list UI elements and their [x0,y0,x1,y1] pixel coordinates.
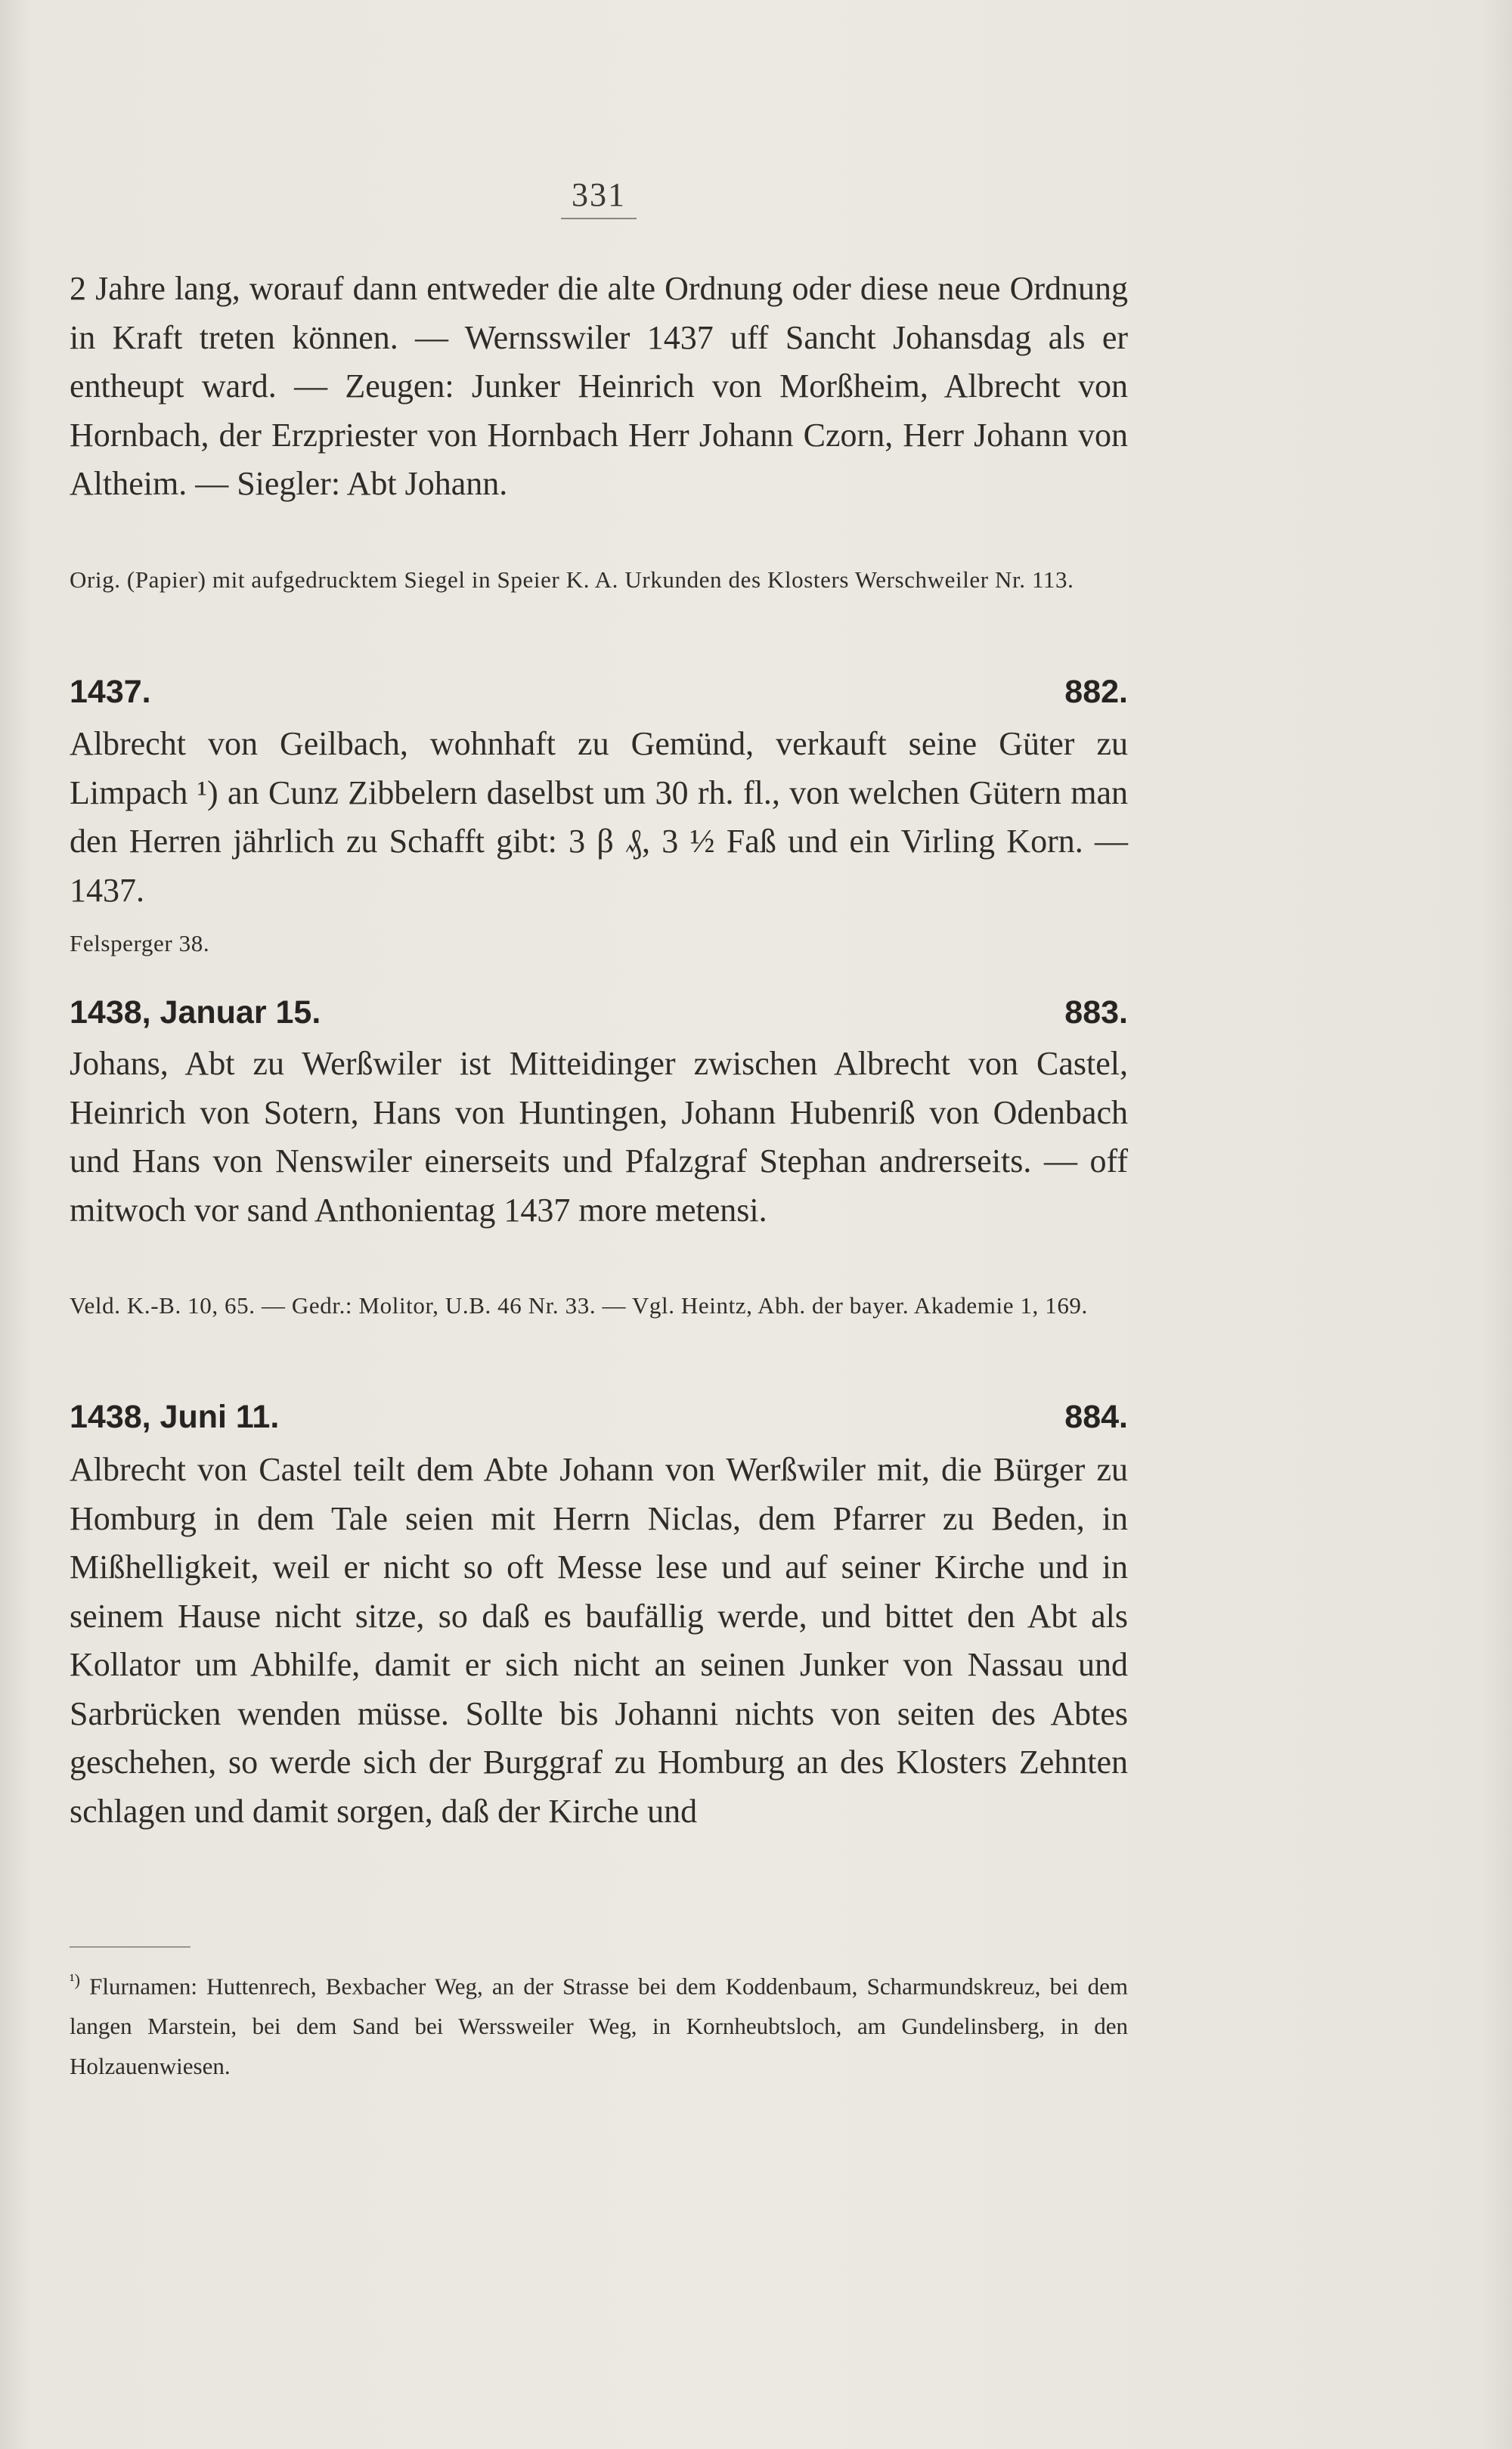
page-number-rule [561,218,637,219]
entry-body [70,1446,1128,1836]
entry-heading [70,1399,1128,1436]
entry-source [70,927,1128,960]
entry-body [70,720,1128,915]
source-note: Orig. (Papier) mit aufgedrucktem Siegel in Speier K. A. Urkunden des Klosters Werschweiler Nr. 113. [70,566,1074,593]
entry-heading [70,994,1128,1031]
footnote-text [70,1960,1128,2086]
source-note: Felsperger 38. [70,930,210,956]
entry-continued [70,265,1128,509]
entry-date: 1438, Juni 11. [70,1399,280,1435]
entry-source [70,1289,1128,1322]
entry-text: Albrecht von Geilbach, wohnhaft zu Gemünd, verkauft seine Güter zu Limpach ¹) an Cunz Zibbelern daselbst um 30 rh. fl., von welchen Gütern man den Herren jährlich zu Schafft gibt: 3 β ₰, 3 ½ Faß und ein Virling Korn. — 1437. [70,725,1128,909]
entry-text: Albrecht von Castel teilt dem Abte Johann von Werßwiler mit, die Bürger zu Homburg in dem Tale seien mit Herrn Niclas, dem Pfarrer zu Beden, in Mißhelligkeit, weil er nicht so oft Messe lese und auf seiner Kirche und in seinem Hause nicht sitze, so daß es baufällig werde, und bittet den Abt als Kollator um Abhilfe, damit er sich nicht an seinen Junker von Nassau und Sarbrücken wenden müsse. Sollte bis Johanni nichts von seiten des Abtes geschehen, so werde sich der Burggraf zu Homburg an des Klosters Zehnten schlagen und damit sorgen, daß der Kirche und [70,1451,1128,1830]
footnote-body: Flurnamen: Huttenrech, Bexbacher Weg, an der Strasse bei dem Koddenbaum, Scharmundskreuz, bei dem langen Marstein, bei dem Sand bei Werssweiler Weg, in Kornheubtsloch, am Gundelinsberg, in den Holzauenwiesen. [70,1973,1129,2080]
entry-text: Johans, Abt zu Werßwiler ist Mitteidinger zwischen Albrecht von Castel, Heinrich von Sotern, Hans von Huntingen, Johann Hubenriß von Odenbach und Hans von Nenswiler einerseits und Pfalzgraf Stephan andrerseits. — off mitwoch vor sand Anthonientag 1437 more metensi. [70,1045,1128,1229]
footnote-mark: ¹) [70,1970,80,1989]
entry-body [70,1040,1128,1235]
footnote [70,1960,1128,2086]
entry-source [70,563,1128,597]
entry-heading [70,674,1128,711]
source-note: Veld. K.-B. 10, 65. — Gedr.: Molitor, U.B. 46 Nr. 33. — Vgl. Heintz, Abh. der bayer. Akademie 1, 169. [70,1292,1088,1319]
page-number: 331 [572,176,626,213]
entry-date: 1438, Januar 15. [70,994,321,1031]
footnote-rule [70,1946,191,1948]
entry-number: 884. [1064,1399,1128,1435]
entry-date: 1437. [70,674,151,710]
entry-number: 883. [1064,994,1128,1031]
entry-number: 882. [1064,674,1128,710]
entry-text: 2 Jahre lang, worauf dann entweder die alte Ordnung oder diese neue Ordnung in Kraft treten können. — Wernsswiler 1437 uff Sancht Johansdag als er entheupt ward. — Zeugen: Junker Heinrich von Morßheim, Albrecht von Hornbach, der Erzpriester von Hornbach Herr Johann Czorn, Herr Johann von Altheim. — Siegler: Abt Johann. [70,270,1128,502]
